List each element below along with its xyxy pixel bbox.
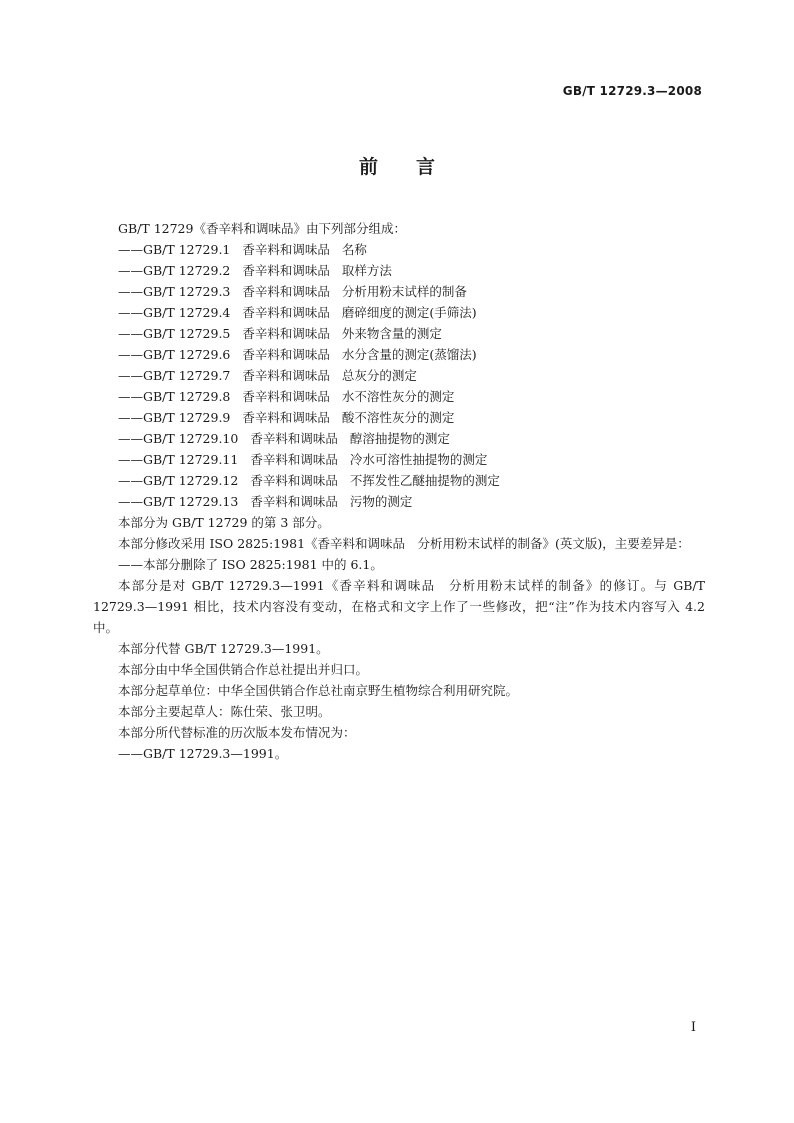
part-main-title: 香辛料和调味品 (250, 452, 338, 467)
part-sub-title: 酸不溶性灰分的测定 (341, 410, 455, 425)
part-sub-title: 不挥发性乙醚抽提物的测定 (349, 473, 500, 488)
part-list-item (93, 302, 705, 323)
parts-list (93, 239, 705, 512)
part-main-title: 香辛料和调味品 (242, 284, 330, 299)
part-number: ——GB/T 12729.1 (118, 242, 231, 257)
part-list-item (93, 239, 705, 260)
part-list-item (93, 344, 705, 365)
part-main-title: 香辛料和调味品 (242, 326, 330, 341)
drafting-unit-paragraph: 本部分起草单位：中华全国供销合作总社南京野生植物综合利用研究院。 (118, 683, 519, 698)
part-list-item (93, 386, 705, 407)
part-sub-title: 磨碎细度的测定(手筛法) (341, 305, 477, 320)
part-sub-title: 名称 (341, 242, 367, 257)
proposed-by-paragraph: 本部分由中华全国供销合作总社提出并归口。 (118, 662, 369, 677)
part-sub-title: 分析用粉末试样的制备 (341, 284, 467, 299)
part-sub-title: 水不溶性灰分的测定 (341, 389, 455, 404)
part-main-title: 香辛料和调味品 (250, 494, 338, 509)
part-sub-title: 污物的测定 (349, 494, 413, 509)
part-number: ——GB/T 12729.3 (118, 284, 231, 299)
part-number: ——GB/T 12729.8 (118, 389, 231, 404)
modification-paragraph: 本部分修改采用 ISO 2825:1981《香辛料和调味品 分析用粉末试样的制备》(英文版)，主要差异是： (118, 536, 690, 551)
part-sub-title: 水分含量的测定(蒸馏法) (341, 347, 477, 362)
drafters-paragraph: 本部分主要起草人：陈仕荣、张卫明。 (118, 704, 331, 719)
part-of-paragraph: 本部分为 GB/T 12729 的第 3 部分。 (118, 515, 330, 530)
part-list-item (93, 449, 705, 470)
part-number: ——GB/T 12729.13 (118, 494, 239, 509)
part-sub-title: 醇溶抽提物的测定 (349, 431, 450, 446)
part-number: ——GB/T 12729.12 (118, 473, 239, 488)
page-number: I (690, 1020, 696, 1035)
part-number: ——GB/T 12729.9 (118, 410, 231, 425)
revision-paragraph: 本部分是对 GB/T 12729.3—1991《香辛料和调味品 分析用粉末试样的制备》的修订。与 GB/T 12729.3—1991 相比，技术内容没有变动，在格式和文字上作了一些修改，把“注”作为技术内容写入 4.2 中。 (93, 578, 705, 635)
document-body (93, 218, 705, 764)
part-number: ——GB/T 12729.4 (118, 305, 231, 320)
part-list-item (93, 365, 705, 386)
standard-code: GB/T 12729.3—2008 (562, 84, 702, 98)
part-sub-title: 总灰分的测定 (341, 368, 417, 383)
part-number: ——GB/T 12729.5 (118, 326, 231, 341)
part-list-item (93, 281, 705, 302)
part-list-item (93, 323, 705, 344)
part-main-title: 香辛料和调味品 (250, 431, 338, 446)
part-list-item (93, 470, 705, 491)
part-main-title: 香辛料和调味品 (242, 347, 330, 362)
part-sub-title: 取样方法 (341, 263, 392, 278)
part-number: ——GB/T 12729.10 (118, 431, 239, 446)
page-title: 前言 (358, 156, 473, 178)
part-main-title: 香辛料和调味品 (242, 389, 330, 404)
history-intro-paragraph: 本部分所代替标准的历次版本发布情况为： (118, 725, 356, 740)
part-main-title: 香辛料和调味品 (242, 263, 330, 278)
part-list-item (93, 260, 705, 281)
part-main-title: 香辛料和调味品 (242, 305, 330, 320)
part-number: ——GB/T 12729.2 (118, 263, 231, 278)
replaces-paragraph: 本部分代替 GB/T 12729.3—1991。 (118, 641, 329, 656)
part-number: ——GB/T 12729.6 (118, 347, 231, 362)
part-list-item (93, 428, 705, 449)
part-list-item (93, 407, 705, 428)
history-item: ——GB/T 12729.3—1991。 (118, 746, 288, 761)
part-list-item (93, 491, 705, 512)
part-main-title: 香辛料和调味品 (250, 473, 338, 488)
difference-item: ——本部分删除了 ISO 2825:1981 中的 6.1。 (118, 557, 383, 572)
part-sub-title: 外来物含量的测定 (341, 326, 442, 341)
part-main-title: 香辛料和调味品 (242, 410, 330, 425)
part-sub-title: 冷水可溶性抽提物的测定 (349, 452, 488, 467)
part-main-title: 香辛料和调味品 (242, 368, 330, 383)
part-number: ——GB/T 12729.7 (118, 368, 231, 383)
part-main-title: 香辛料和调味品 (242, 242, 330, 257)
intro-paragraph: GB/T 12729《香辛料和调味品》由下列部分组成： (118, 221, 406, 236)
part-number: ——GB/T 12729.11 (118, 452, 239, 467)
